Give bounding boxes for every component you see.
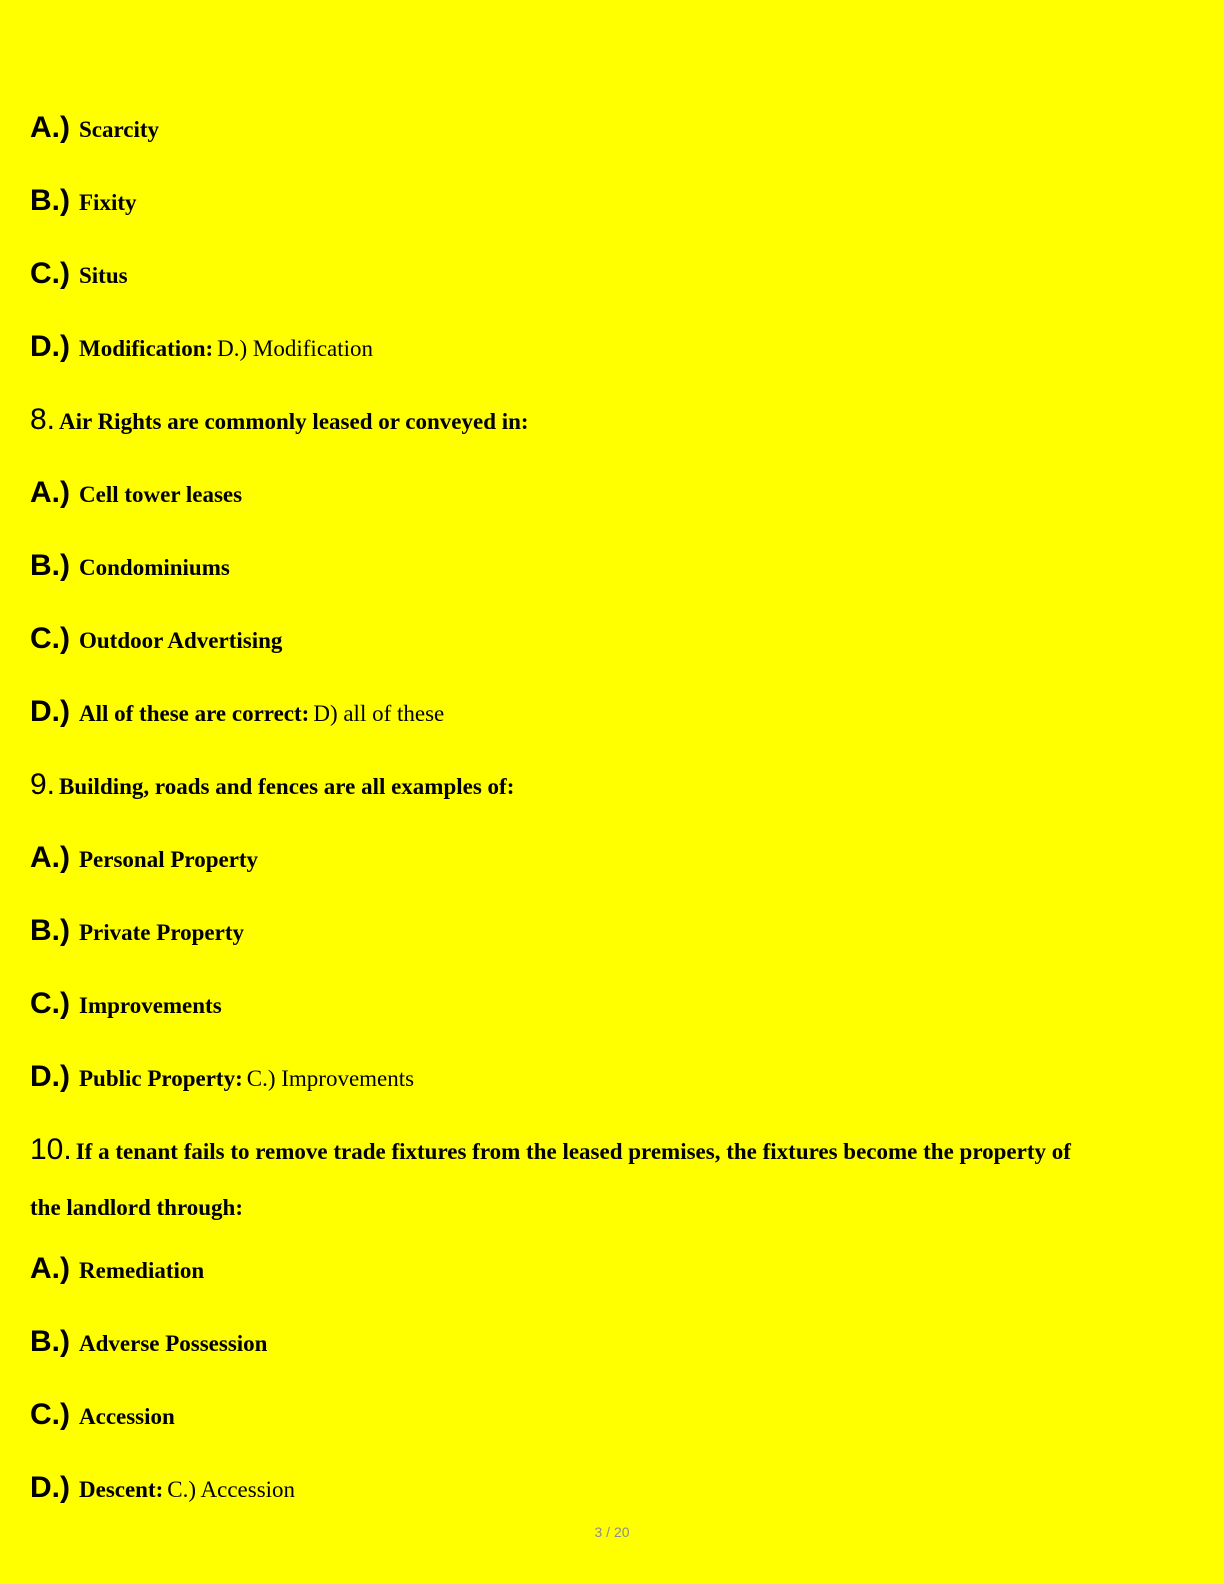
- option-text: Fixity: [79, 190, 137, 215]
- option-marker: D.): [30, 695, 70, 728]
- option-text: Outdoor Advertising: [79, 628, 283, 653]
- option-marker: C.): [30, 622, 70, 655]
- option-d: [30, 332, 373, 362]
- option-marker: A.): [30, 476, 70, 509]
- option-text: Remediation: [79, 1258, 205, 1283]
- option-marker: A.): [30, 111, 70, 144]
- option-a: [30, 1254, 204, 1284]
- question-number: 8.: [30, 403, 56, 436]
- option-d: [30, 1473, 295, 1503]
- option-text: Private Property: [79, 920, 244, 945]
- option-b: [30, 186, 137, 216]
- option-text: Descent:: [79, 1477, 164, 1502]
- option-text: Improvements: [79, 993, 222, 1018]
- option-text: Public Property:: [79, 1066, 243, 1091]
- option-text: Cell tower leases: [79, 482, 243, 507]
- option-a: [30, 478, 242, 508]
- answer-text: D) all of these: [313, 701, 445, 726]
- question-10-continuation: [30, 1196, 243, 1219]
- question-number: 10.: [30, 1133, 72, 1166]
- option-text: Modification:: [79, 336, 214, 361]
- question-10: [30, 1135, 1071, 1165]
- option-text: Accession: [79, 1404, 175, 1429]
- option-b: [30, 916, 244, 946]
- answer-text: D.) Modification: [217, 336, 374, 361]
- question-8: [30, 405, 529, 435]
- option-c: [30, 1400, 175, 1430]
- option-marker: A.): [30, 1252, 70, 1285]
- option-d: [30, 697, 444, 727]
- page-number: 3 / 20: [594, 1524, 630, 1540]
- question-text: If a tenant fails to remove trade fixtures from the leased premises, the fixtures become the property of: [75, 1139, 1071, 1164]
- option-b: [30, 551, 230, 581]
- option-text: Personal Property: [79, 847, 259, 872]
- option-marker: A.): [30, 841, 70, 874]
- question-9: [30, 770, 514, 800]
- question-text-continued: the landlord through:: [30, 1195, 244, 1220]
- question-text: Air Rights are commonly leased or conveyed in:: [59, 409, 529, 434]
- question-text: Building, roads and fences are all examples of:: [59, 774, 515, 799]
- option-a: [30, 843, 258, 873]
- option-marker: D.): [30, 1471, 70, 1504]
- option-d: [30, 1062, 414, 1092]
- option-text: Scarcity: [79, 117, 160, 142]
- option-marker: D.): [30, 1060, 70, 1093]
- option-a: [30, 113, 159, 143]
- option-marker: B.): [30, 914, 70, 947]
- option-marker: B.): [30, 549, 70, 582]
- option-text: All of these are correct:: [79, 701, 310, 726]
- option-text: Adverse Possession: [79, 1331, 268, 1356]
- option-marker: B.): [30, 184, 70, 217]
- option-text: Condominiums: [79, 555, 230, 580]
- option-marker: C.): [30, 987, 70, 1020]
- option-c: [30, 624, 282, 654]
- option-marker: B.): [30, 1325, 70, 1358]
- option-marker: D.): [30, 330, 70, 363]
- answer-text: C.) Improvements: [246, 1066, 415, 1091]
- option-b: [30, 1327, 267, 1357]
- option-c: [30, 259, 128, 289]
- option-text: Situs: [79, 263, 128, 288]
- option-marker: C.): [30, 257, 70, 290]
- option-c: [30, 989, 222, 1019]
- answer-text: C.) Accession: [167, 1477, 296, 1502]
- option-marker: C.): [30, 1398, 70, 1431]
- question-number: 9.: [30, 768, 56, 801]
